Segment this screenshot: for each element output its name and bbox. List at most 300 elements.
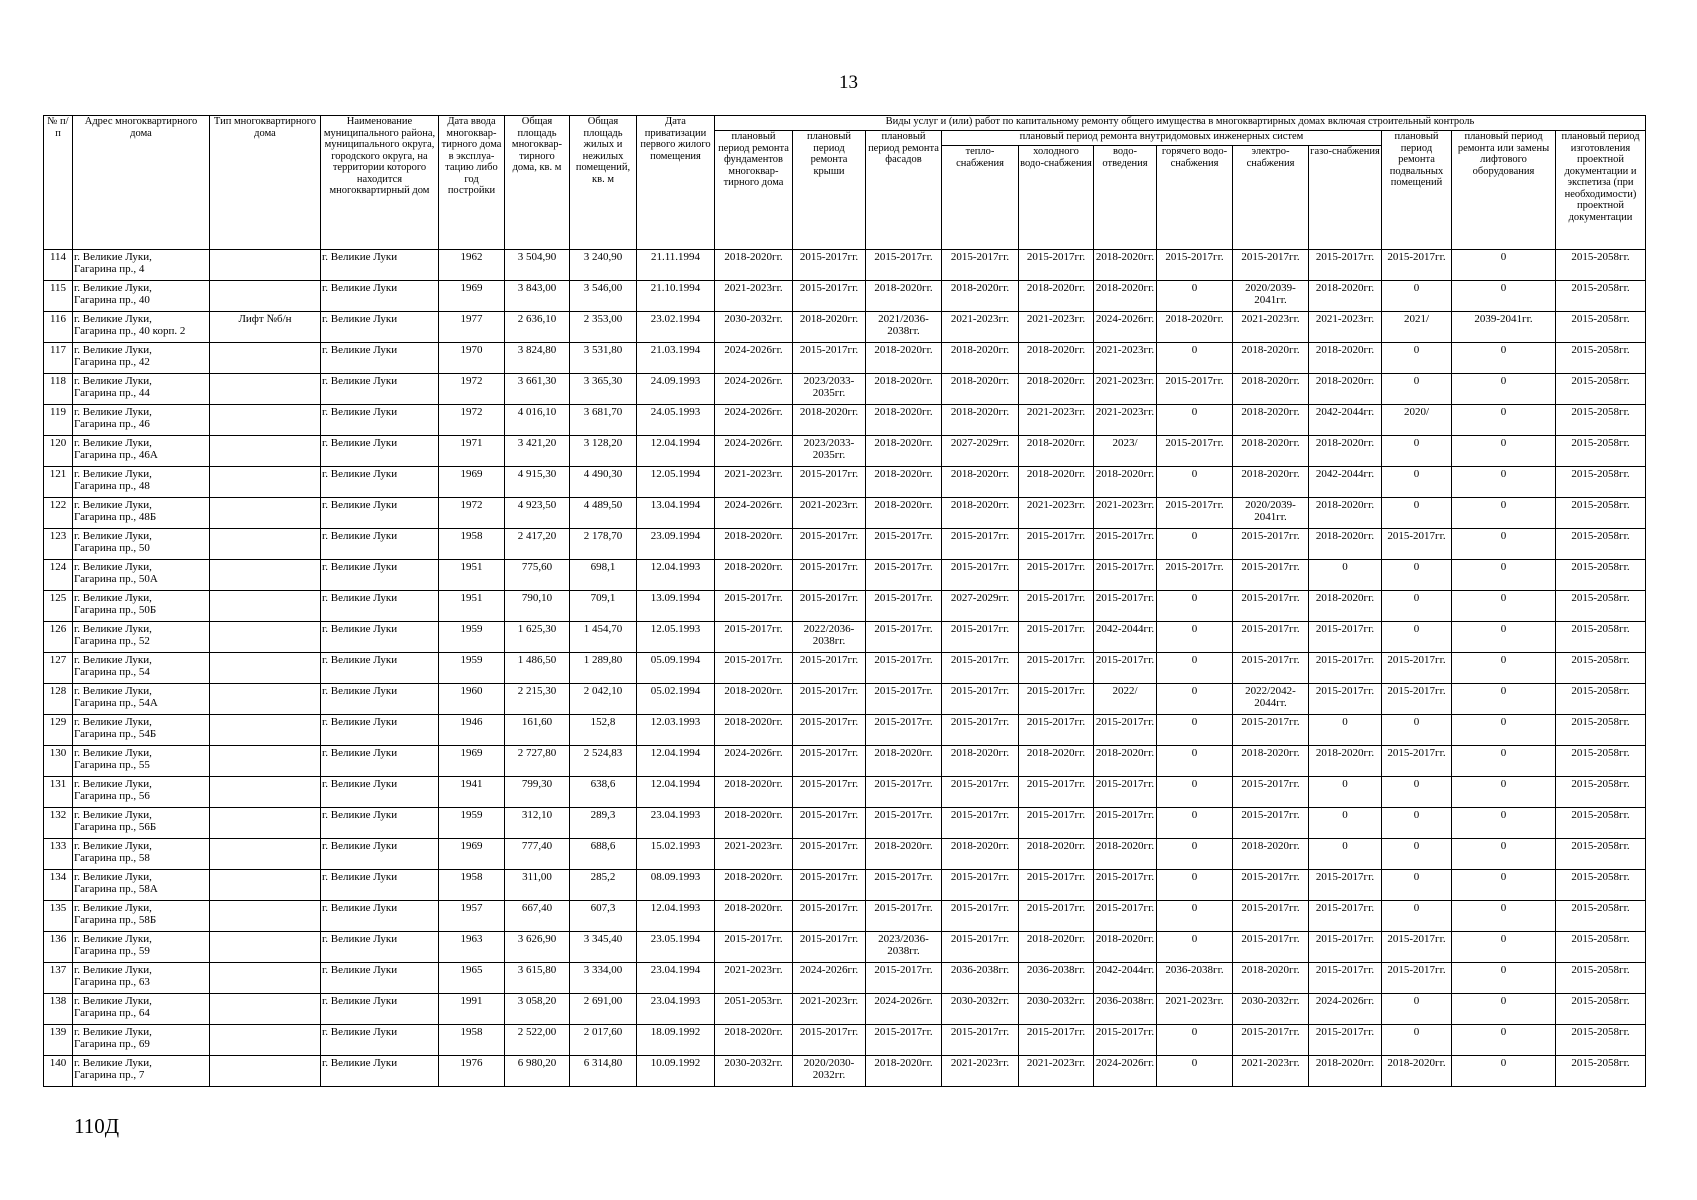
heat-period-cell: 2015-2017гг. [942, 250, 1019, 281]
heat-period-cell: 2015-2017гг. [942, 932, 1019, 963]
header-type: Тип многоквартирного дома [210, 116, 321, 250]
address-line-street: Гагарина пр., 54 [74, 665, 150, 678]
municipality-cell: г. Великие Луки [321, 591, 439, 622]
hot-water-period-cell: 0 [1157, 622, 1233, 653]
address-line-city: г. Великие Луки, [74, 685, 152, 697]
gas-period-cell: 2015-2017гг. [1309, 622, 1382, 653]
address-line-city: г. Великие Луки, [74, 468, 152, 480]
facade-period-cell: 2021/2036-2038гг. [866, 312, 942, 343]
gas-period-cell: 0 [1309, 715, 1382, 746]
address-line-city: г. Великие Луки, [74, 499, 152, 511]
year-cell: 1958 [439, 870, 505, 901]
elevator-period-cell: 0 [1452, 560, 1556, 591]
cold-water-period-cell: 2021-2023гг. [1019, 312, 1094, 343]
gas-period-cell: 0 [1309, 777, 1382, 808]
address-line-city: г. Великие Луки, [74, 344, 152, 356]
address-line-street: Гагарина пр., 4 [74, 262, 145, 275]
project-docs-period-cell: 2015-2058гг. [1556, 529, 1646, 560]
electric-period-cell: 2015-2017гг. [1233, 591, 1309, 622]
foundation-period-cell: 2021-2023гг. [715, 963, 793, 994]
address-line-city: г. Великие Луки, [74, 1057, 152, 1069]
sewage-period-cell: 2015-2017гг. [1094, 901, 1157, 932]
year-cell: 1969 [439, 467, 505, 498]
electric-period-cell: 2015-2017гг. [1233, 932, 1309, 963]
sewage-period-cell: 2015-2017гг. [1094, 870, 1157, 901]
electric-period-cell: 2021-2023гг. [1233, 1056, 1309, 1087]
row-number: 125 [44, 591, 73, 622]
foundation-period-cell: 2021-2023гг. [715, 467, 793, 498]
row-number: 134 [44, 870, 73, 901]
house-type-cell [210, 777, 321, 808]
sewage-period-cell: 2018-2020гг. [1094, 932, 1157, 963]
foundation-period-cell: 2018-2020гг. [715, 901, 793, 932]
basement-period-cell: 0 [1382, 808, 1452, 839]
year-cell: 1969 [439, 281, 505, 312]
total-area-cell: 2 417,20 [505, 529, 570, 560]
elevator-period-cell: 0 [1452, 529, 1556, 560]
privatization-date-cell: 23.02.1994 [637, 312, 715, 343]
cold-water-period-cell: 2015-2017гг. [1019, 1025, 1094, 1056]
house-type-cell [210, 963, 321, 994]
gas-period-cell: 2015-2017гг. [1309, 932, 1382, 963]
row-number: 132 [44, 808, 73, 839]
gas-period-cell: 2018-2020гг. [1309, 746, 1382, 777]
year-cell: 1951 [439, 560, 505, 591]
table-row [44, 436, 1646, 467]
address-line-city: г. Великие Луки, [74, 995, 152, 1007]
total-area-cell: 790,10 [505, 591, 570, 622]
electric-period-cell: 2018-2020гг. [1233, 405, 1309, 436]
header-municipality: Наименование муниципального района, муниципального округа, городского округа, на территории которого находится многоквартирный дом [321, 116, 439, 250]
table-row [44, 715, 1646, 746]
cold-water-period-cell: 2036-2038гг. [1019, 963, 1094, 994]
elevator-period-cell: 0 [1452, 932, 1556, 963]
total-area-cell: 312,10 [505, 808, 570, 839]
elevator-period-cell: 0 [1452, 1056, 1556, 1087]
basement-period-cell: 0 [1382, 1025, 1452, 1056]
project-docs-period-cell: 2015-2058гг. [1556, 808, 1646, 839]
address-line-street: Гагарина пр., 64 [74, 1006, 150, 1019]
sewage-period-cell: 2036-2038гг. [1094, 994, 1157, 1025]
sewage-period-cell: 2015-2017гг. [1094, 777, 1157, 808]
living-area-cell: 4 490,30 [570, 467, 637, 498]
municipality-cell: г. Великие Луки [321, 467, 439, 498]
sewage-period-cell: 2022/ [1094, 684, 1157, 715]
heat-period-cell: 2036-2038гг. [942, 963, 1019, 994]
gas-period-cell: 2018-2020гг. [1309, 498, 1382, 529]
hot-water-period-cell: 0 [1157, 529, 1233, 560]
facade-period-cell: 2018-2020гг. [866, 1056, 942, 1087]
electric-period-cell: 2020/2039-2041гг. [1233, 498, 1309, 529]
project-docs-period-cell: 2015-2058гг. [1556, 901, 1646, 932]
address-line-street: Гагарина пр., 42 [74, 355, 150, 368]
sewage-period-cell: 2015-2017гг. [1094, 653, 1157, 684]
heat-period-cell: 2015-2017гг. [942, 901, 1019, 932]
privatization-date-cell: 23.05.1994 [637, 932, 715, 963]
electric-period-cell: 2021-2023гг. [1233, 312, 1309, 343]
project-docs-period-cell: 2015-2058гг. [1556, 932, 1646, 963]
address-cell [73, 622, 210, 653]
foundation-period-cell: 2018-2020гг. [715, 870, 793, 901]
privatization-date-cell: 10.09.1992 [637, 1056, 715, 1087]
facade-period-cell: 2015-2017гг. [866, 591, 942, 622]
sewage-period-cell: 2024-2026гг. [1094, 312, 1157, 343]
elevator-period-cell: 0 [1452, 839, 1556, 870]
basement-period-cell: 2018-2020гг. [1382, 1056, 1452, 1087]
house-type-cell [210, 1025, 321, 1056]
address-line-street: Гагарина пр., 44 [74, 386, 150, 399]
foundation-period-cell: 2015-2017гг. [715, 622, 793, 653]
roof-period-cell: 2015-2017гг. [793, 932, 866, 963]
address-line-city: г. Великие Луки, [74, 592, 152, 604]
total-area-cell: 3 615,80 [505, 963, 570, 994]
house-type-cell [210, 467, 321, 498]
address-line-street: Гагарина пр., 59 [74, 944, 150, 957]
header-foundation: плановый период ремонта фундаментов многоквар-тирного дома [715, 131, 793, 250]
basement-period-cell: 0 [1382, 281, 1452, 312]
table-body [44, 250, 1646, 1087]
address-cell [73, 684, 210, 715]
year-cell: 1965 [439, 963, 505, 994]
year-cell: 1941 [439, 777, 505, 808]
house-type-cell [210, 498, 321, 529]
project-docs-period-cell: 2015-2058гг. [1556, 312, 1646, 343]
header-hot-water: горячего водо-снабжения [1157, 146, 1233, 250]
living-area-cell: 2 691,00 [570, 994, 637, 1025]
facade-period-cell: 2023/2036-2038гг. [866, 932, 942, 963]
gas-period-cell: 2018-2020гг. [1309, 343, 1382, 374]
municipality-cell: г. Великие Луки [321, 932, 439, 963]
address-cell [73, 281, 210, 312]
header-gas: газо-снабжения [1309, 146, 1382, 250]
total-area-cell: 777,40 [505, 839, 570, 870]
foundation-period-cell: 2015-2017гг. [715, 591, 793, 622]
address-cell [73, 591, 210, 622]
elevator-period-cell: 0 [1452, 870, 1556, 901]
municipality-cell: г. Великие Луки [321, 436, 439, 467]
row-number: 138 [44, 994, 73, 1025]
municipality-cell: г. Великие Луки [321, 901, 439, 932]
foundation-period-cell: 2018-2020гг. [715, 715, 793, 746]
address-cell [73, 653, 210, 684]
address-line-city: г. Великие Луки, [74, 437, 152, 449]
address-line-city: г. Великие Луки, [74, 747, 152, 759]
cold-water-period-cell: 2018-2020гг. [1019, 374, 1094, 405]
living-area-cell: 3 365,30 [570, 374, 637, 405]
elevator-period-cell: 0 [1452, 963, 1556, 994]
address-cell [73, 746, 210, 777]
header-living-area: Общая площадь жилых и нежилых помещений, кв. м [570, 116, 637, 250]
table-row [44, 498, 1646, 529]
elevator-period-cell: 0 [1452, 653, 1556, 684]
living-area-cell: 2 042,10 [570, 684, 637, 715]
address-line-city: г. Великие Луки, [74, 809, 152, 821]
facade-period-cell: 2018-2020гг. [866, 405, 942, 436]
sewage-period-cell: 2015-2017гг. [1094, 591, 1157, 622]
row-number: 139 [44, 1025, 73, 1056]
row-number: 140 [44, 1056, 73, 1087]
total-area-cell: 1 625,30 [505, 622, 570, 653]
year-cell: 1991 [439, 994, 505, 1025]
municipality-cell: г. Великие Луки [321, 560, 439, 591]
year-cell: 1963 [439, 932, 505, 963]
project-docs-period-cell: 2015-2058гг. [1556, 281, 1646, 312]
living-area-cell: 1 289,80 [570, 653, 637, 684]
heat-period-cell: 2021-2023гг. [942, 312, 1019, 343]
sewage-period-cell: 2018-2020гг. [1094, 467, 1157, 498]
sewage-period-cell: 2015-2017гг. [1094, 529, 1157, 560]
header-heat: тепло-снабжения [942, 146, 1019, 250]
total-area-cell: 2 522,00 [505, 1025, 570, 1056]
roof-period-cell: 2018-2020гг. [793, 312, 866, 343]
cold-water-period-cell: 2021-2023гг. [1019, 498, 1094, 529]
facade-period-cell: 2015-2017гг. [866, 622, 942, 653]
sewage-period-cell: 2018-2020гг. [1094, 281, 1157, 312]
address-cell [73, 498, 210, 529]
basement-period-cell: 2015-2017гг. [1382, 932, 1452, 963]
hot-water-period-cell: 0 [1157, 808, 1233, 839]
address-cell [73, 374, 210, 405]
hot-water-period-cell: 2015-2017гг. [1157, 560, 1233, 591]
living-area-cell: 6 314,80 [570, 1056, 637, 1087]
sewage-period-cell: 2021-2023гг. [1094, 343, 1157, 374]
row-number: 128 [44, 684, 73, 715]
total-area-cell: 3 504,90 [505, 250, 570, 281]
municipality-cell: г. Великие Луки [321, 839, 439, 870]
foundation-period-cell: 2024-2026гг. [715, 746, 793, 777]
privatization-date-cell: 12.05.1993 [637, 622, 715, 653]
cold-water-period-cell: 2018-2020гг. [1019, 436, 1094, 467]
privatization-date-cell: 24.09.1993 [637, 374, 715, 405]
gas-period-cell: 2042-2044гг. [1309, 405, 1382, 436]
address-cell [73, 994, 210, 1025]
address-cell [73, 1056, 210, 1087]
basement-period-cell: 0 [1382, 901, 1452, 932]
roof-period-cell: 2015-2017гг. [793, 777, 866, 808]
heat-period-cell: 2015-2017гг. [942, 715, 1019, 746]
house-type-cell [210, 746, 321, 777]
basement-period-cell: 0 [1382, 715, 1452, 746]
facade-period-cell: 2024-2026гг. [866, 994, 942, 1025]
address-cell [73, 405, 210, 436]
basement-period-cell: 2020/ [1382, 405, 1452, 436]
address-line-city: г. Великие Луки, [74, 654, 152, 666]
address-cell [73, 901, 210, 932]
sewage-period-cell: 2021-2023гг. [1094, 374, 1157, 405]
electric-period-cell: 2015-2017гг. [1233, 622, 1309, 653]
house-type-cell [210, 591, 321, 622]
address-line-street: Гагарина пр., 58Б [74, 913, 157, 926]
municipality-cell: г. Великие Луки [321, 405, 439, 436]
roof-period-cell: 2015-2017гг. [793, 560, 866, 591]
basement-period-cell: 0 [1382, 436, 1452, 467]
house-type-cell [210, 374, 321, 405]
gas-period-cell: 2015-2017гг. [1309, 901, 1382, 932]
address-line-city: г. Великие Луки, [74, 623, 152, 635]
living-area-cell: 638,6 [570, 777, 637, 808]
foundation-period-cell: 2015-2017гг. [715, 932, 793, 963]
roof-period-cell: 2015-2017гг. [793, 684, 866, 715]
project-docs-period-cell: 2015-2058гг. [1556, 746, 1646, 777]
address-line-city: г. Великие Луки, [74, 716, 152, 728]
municipality-cell: г. Великие Луки [321, 250, 439, 281]
row-number: 131 [44, 777, 73, 808]
foundation-period-cell: 2018-2020гг. [715, 777, 793, 808]
electric-period-cell: 2015-2017гг. [1233, 560, 1309, 591]
living-area-cell: 289,3 [570, 808, 637, 839]
total-area-cell: 161,60 [505, 715, 570, 746]
address-line-street: Гагарина пр., 69 [74, 1037, 150, 1050]
basement-period-cell: 0 [1382, 591, 1452, 622]
basement-period-cell: 0 [1382, 777, 1452, 808]
living-area-cell: 2 524,83 [570, 746, 637, 777]
heat-period-cell: 2015-2017гг. [942, 1025, 1019, 1056]
address-cell [73, 436, 210, 467]
cold-water-period-cell: 2015-2017гг. [1019, 591, 1094, 622]
sewage-period-cell: 2021-2023гг. [1094, 498, 1157, 529]
year-cell: 1958 [439, 529, 505, 560]
roof-period-cell: 2015-2017гг. [793, 715, 866, 746]
address-line-city: г. Великие Луки, [74, 313, 152, 325]
table-row [44, 312, 1646, 343]
project-docs-period-cell: 2015-2058гг. [1556, 343, 1646, 374]
row-number: 130 [44, 746, 73, 777]
header-electric: электро-снабжения [1233, 146, 1309, 250]
table-row [44, 994, 1646, 1025]
address-line-street: Гагарина пр., 46А [74, 448, 158, 461]
total-area-cell: 2 727,80 [505, 746, 570, 777]
house-type-cell [210, 622, 321, 653]
address-cell [73, 343, 210, 374]
municipality-cell: г. Великие Луки [321, 684, 439, 715]
sewage-period-cell: 2024-2026гг. [1094, 1056, 1157, 1087]
heat-period-cell: 2018-2020гг. [942, 343, 1019, 374]
house-type-cell [210, 932, 321, 963]
roof-period-cell: 2015-2017гг. [793, 343, 866, 374]
table-row [44, 684, 1646, 715]
hot-water-period-cell: 0 [1157, 281, 1233, 312]
gas-period-cell: 0 [1309, 808, 1382, 839]
gas-period-cell: 2018-2020гг. [1309, 1056, 1382, 1087]
roof-period-cell: 2015-2017гг. [793, 467, 866, 498]
address-line-street: Гагарина пр., 52 [74, 634, 150, 647]
project-docs-period-cell: 2015-2058гг. [1556, 870, 1646, 901]
cold-water-period-cell: 2015-2017гг. [1019, 653, 1094, 684]
year-cell: 1969 [439, 839, 505, 870]
gas-period-cell: 2018-2020гг. [1309, 436, 1382, 467]
project-docs-period-cell: 2015-2058гг. [1556, 250, 1646, 281]
table-row [44, 839, 1646, 870]
facade-period-cell: 2018-2020гг. [866, 281, 942, 312]
row-number: 120 [44, 436, 73, 467]
house-type-cell [210, 560, 321, 591]
house-type-cell [210, 343, 321, 374]
electric-period-cell: 2015-2017гг. [1233, 529, 1309, 560]
elevator-period-cell: 0 [1452, 250, 1556, 281]
hot-water-period-cell: 0 [1157, 684, 1233, 715]
electric-period-cell: 2015-2017гг. [1233, 777, 1309, 808]
project-docs-period-cell: 2015-2058гг. [1556, 467, 1646, 498]
year-cell: 1977 [439, 312, 505, 343]
year-cell: 1970 [439, 343, 505, 374]
municipality-cell: г. Великие Луки [321, 653, 439, 684]
living-area-cell: 2 017,60 [570, 1025, 637, 1056]
privatization-date-cell: 23.04.1994 [637, 963, 715, 994]
header-roof: плановый период ремонта крыши [793, 131, 866, 250]
privatization-date-cell: 12.04.1994 [637, 746, 715, 777]
basement-period-cell: 2015-2017гг. [1382, 963, 1452, 994]
address-line-city: г. Великие Луки, [74, 1026, 152, 1038]
header-basement: плановый период ремонта подвальных помещений [1382, 131, 1452, 250]
gas-period-cell: 2015-2017гг. [1309, 1025, 1382, 1056]
electric-period-cell: 2015-2017гг. [1233, 901, 1309, 932]
municipality-cell: г. Великие Луки [321, 281, 439, 312]
electric-period-cell: 2022/2042-2044гг. [1233, 684, 1309, 715]
roof-period-cell: 2015-2017гг. [793, 250, 866, 281]
privatization-date-cell: 18.09.1992 [637, 1025, 715, 1056]
foundation-period-cell: 2018-2020гг. [715, 1025, 793, 1056]
heat-period-cell: 2027-2029гг. [942, 591, 1019, 622]
sewage-period-cell: 2023/ [1094, 436, 1157, 467]
roof-period-cell: 2015-2017гг. [793, 746, 866, 777]
foundation-period-cell: 2024-2026гг. [715, 405, 793, 436]
living-area-cell: 698,1 [570, 560, 637, 591]
basement-period-cell: 0 [1382, 498, 1452, 529]
project-docs-period-cell: 2015-2058гг. [1556, 560, 1646, 591]
privatization-date-cell: 21.10.1994 [637, 281, 715, 312]
hot-water-period-cell: 0 [1157, 343, 1233, 374]
foundation-period-cell: 2024-2026гг. [715, 436, 793, 467]
hot-water-period-cell: 0 [1157, 715, 1233, 746]
table-row [44, 250, 1646, 281]
living-area-cell: 3 681,70 [570, 405, 637, 436]
facade-period-cell: 2015-2017гг. [866, 653, 942, 684]
facade-period-cell: 2015-2017гг. [866, 808, 942, 839]
house-type-cell [210, 436, 321, 467]
sewage-period-cell: 2015-2017гг. [1094, 808, 1157, 839]
total-area-cell: 3 843,00 [505, 281, 570, 312]
privatization-date-cell: 13.09.1994 [637, 591, 715, 622]
gas-period-cell: 2024-2026гг. [1309, 994, 1382, 1025]
elevator-period-cell: 0 [1452, 281, 1556, 312]
year-cell: 1958 [439, 1025, 505, 1056]
privatization-date-cell: 23.09.1994 [637, 529, 715, 560]
privatization-date-cell: 12.05.1994 [637, 467, 715, 498]
address-line-street: Гагарина пр., 56 [74, 789, 150, 802]
hot-water-period-cell: 2015-2017гг. [1157, 374, 1233, 405]
municipality-cell: г. Великие Луки [321, 746, 439, 777]
hot-water-period-cell: 0 [1157, 932, 1233, 963]
table-row [44, 622, 1646, 653]
year-cell: 1957 [439, 901, 505, 932]
cold-water-period-cell: 2015-2017гг. [1019, 529, 1094, 560]
foundation-period-cell: 2024-2026гг. [715, 498, 793, 529]
gas-period-cell: 2015-2017гг. [1309, 870, 1382, 901]
cold-water-period-cell: 2015-2017гг. [1019, 250, 1094, 281]
basement-period-cell: 2015-2017гг. [1382, 529, 1452, 560]
address-line-city: г. Великие Луки, [74, 964, 152, 976]
hot-water-period-cell: 0 [1157, 1025, 1233, 1056]
elevator-period-cell: 0 [1452, 498, 1556, 529]
elevator-period-cell: 0 [1452, 901, 1556, 932]
row-number: 135 [44, 901, 73, 932]
hot-water-period-cell: 0 [1157, 901, 1233, 932]
living-area-cell: 688,6 [570, 839, 637, 870]
living-area-cell: 3 128,20 [570, 436, 637, 467]
house-type-cell [210, 808, 321, 839]
elevator-period-cell: 0 [1452, 591, 1556, 622]
address-line-city: г. Великие Луки, [74, 840, 152, 852]
